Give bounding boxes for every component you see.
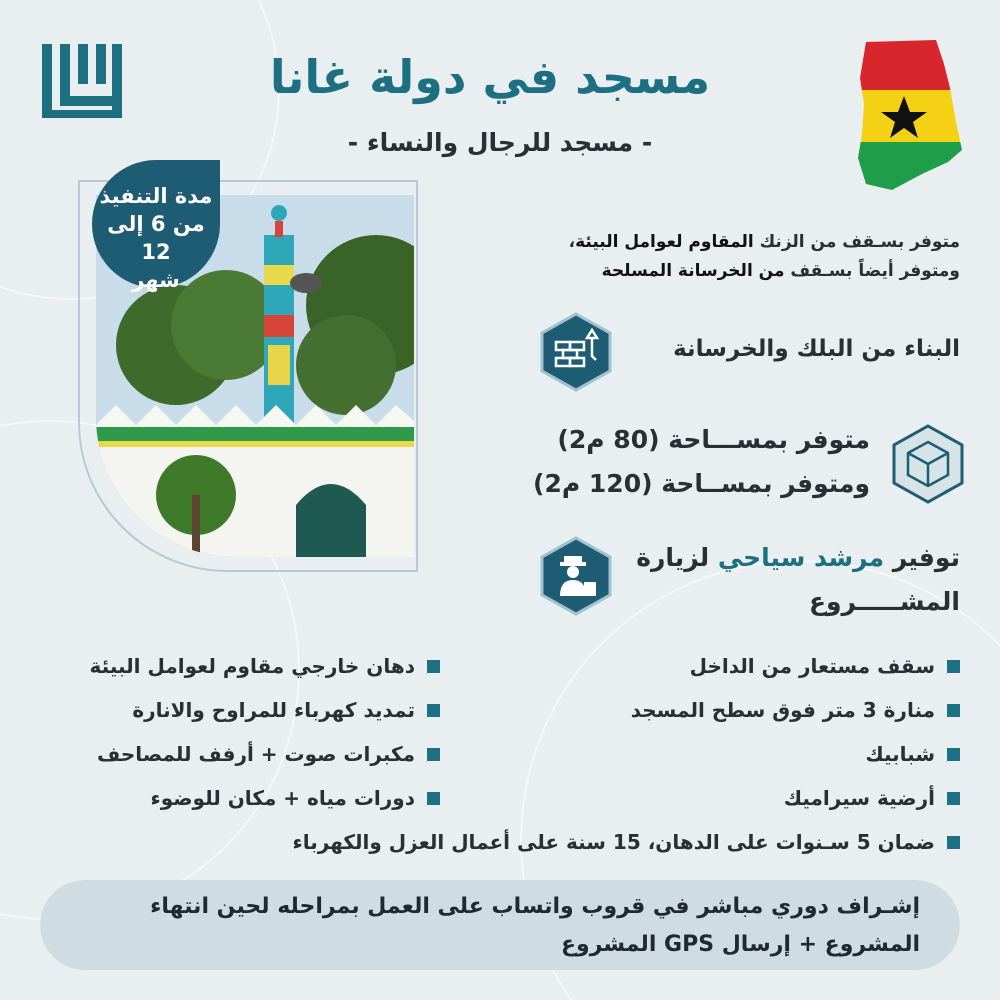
list-item: منارة 3 متر فوق سطح المسجد [631,698,960,722]
page-subtitle: - مسجد للرجال والنساء - [347,128,653,157]
cube-area-icon [892,424,964,504]
page-title: مسجد في دولة غانا [269,50,711,104]
intro-text [400,228,960,286]
list-item: تمديد كهرباء للمراوح والانارة [132,698,440,722]
list-item: دورات مياه + مكان للوضوء [150,786,440,810]
supervision-text: إشـراف دوري مباشر في قروب واتساب على العمل بمراحله لحين انتهاء المشروع + إرسال GPS المشروع [150,894,920,957]
duration-line: مدة التنفيذ [99,184,213,208]
list-item: ضمان 5 سـنوات على الدهان، 15 سنة على أعمال العزل والكهرباء [293,830,960,854]
intro-line: متوفر بسـقف من الزنك المقاوم لعوامل البيئة، [568,232,960,252]
area-option: ومتوفر بمســاحة (120 م2) [533,469,870,498]
feature-area-text [530,418,870,506]
list-item: مكبرات صوت + أرفف للمصاحف [97,742,440,766]
feature-build-text: البناء من البلك والخرسانة [673,336,960,362]
duration-line: شهر [132,268,180,292]
intro-line: ومتوفر أيضاً بسـقف من الخرسانة المسلحة [601,261,960,281]
ghana-flag-map [852,38,964,194]
list-item: دهان خارجي مقاوم لعوامل البيئة [90,654,440,678]
list-item: شبابيك [865,742,960,766]
list-item: سقف مستعار من الداخل [690,654,960,678]
feature-guide-text: توفير مرشد سياحي لزيارة المشـــــروع [636,543,960,616]
brand-logo [40,40,124,124]
duration-badge [92,160,220,292]
list-item: أرضية سيراميك [784,786,960,810]
area-option: متوفر بمســـاحة (80 م2) [557,425,870,454]
duration-line: من 6 إلى 12 [107,212,205,264]
